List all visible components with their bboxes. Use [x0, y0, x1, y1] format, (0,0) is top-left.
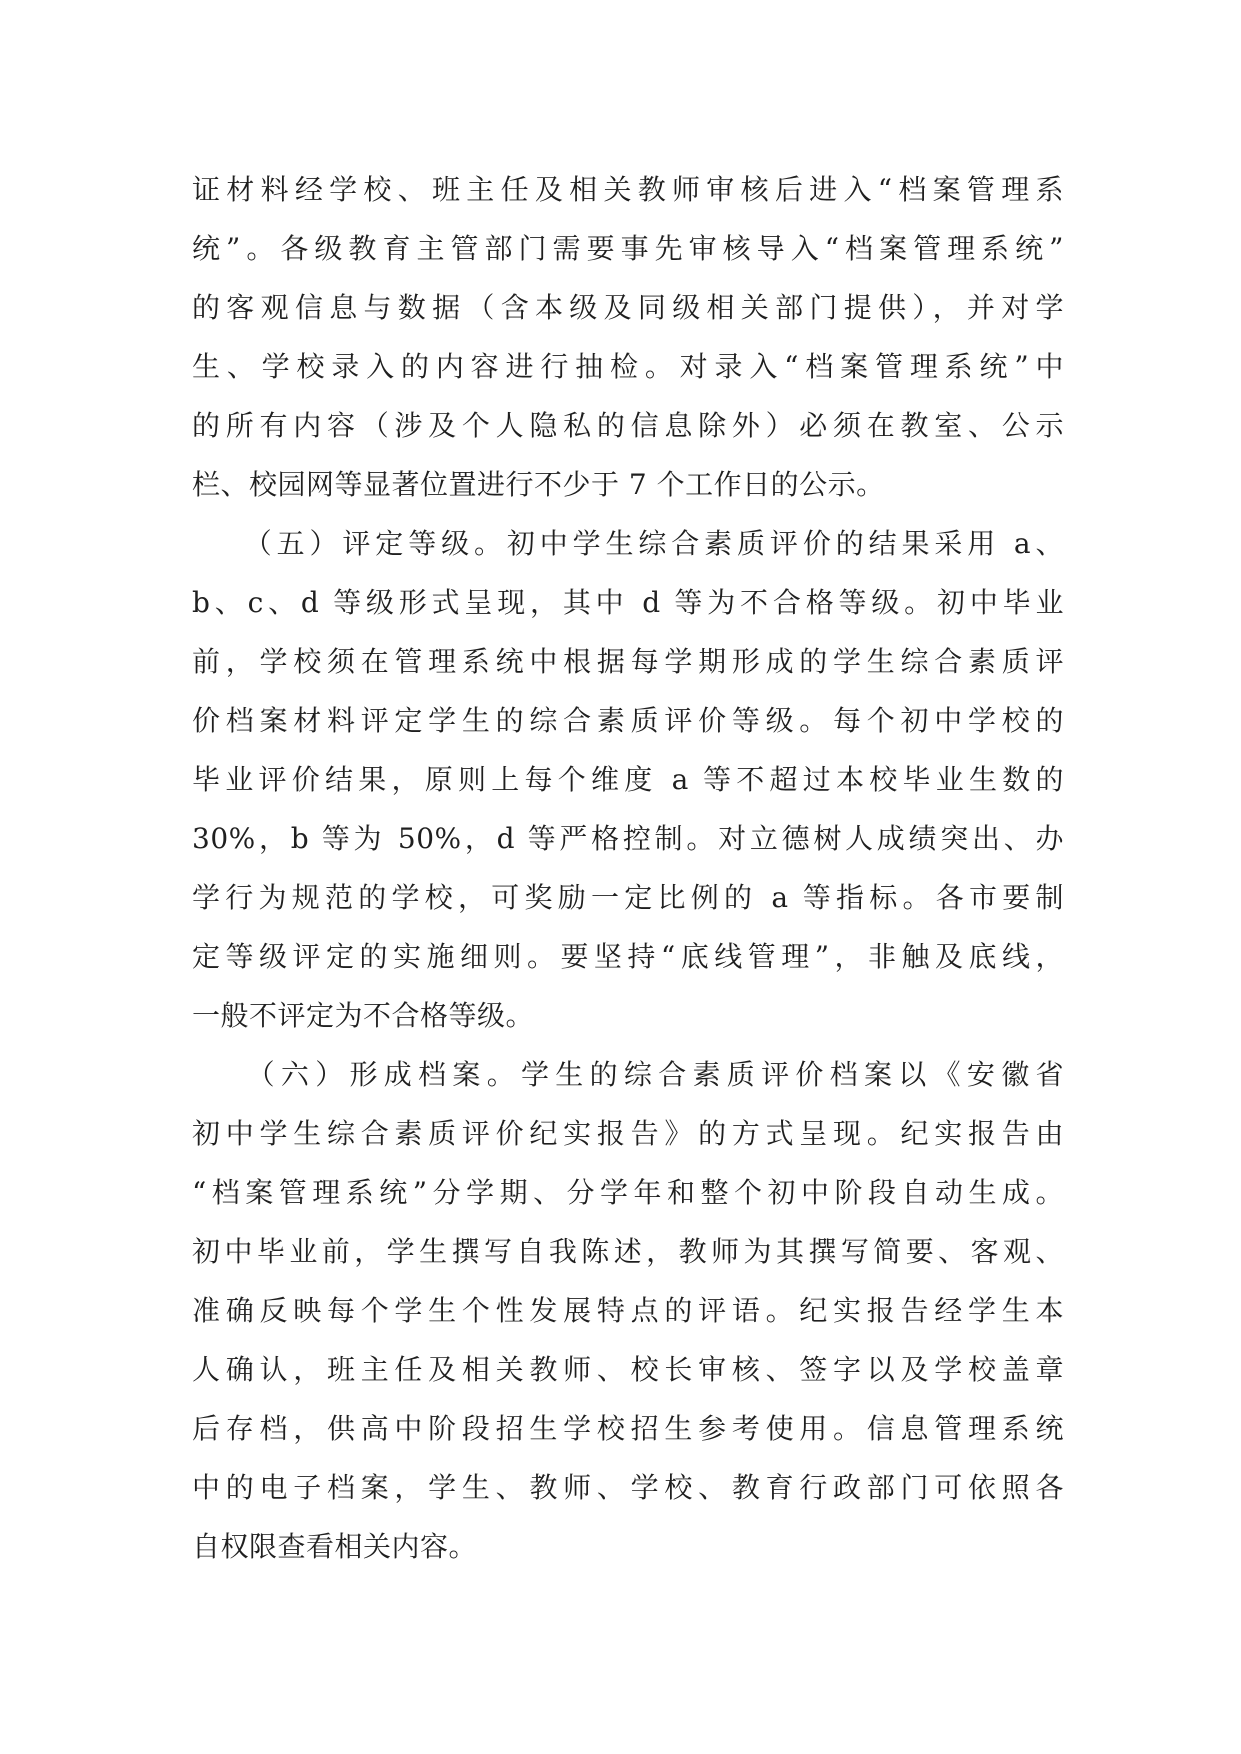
- text-line: 生、学校录入的内容进行抽检。对录入“档案管理系统”中: [192, 350, 1064, 383]
- text-line: 人确认，班主任及相关教师、校长审核、签字以及学校盖章: [192, 1353, 1064, 1386]
- text-line: 的客观信息与数据（含本级及同级相关部门提供），并对学: [192, 291, 1064, 324]
- text-line: 前，学校须在管理系统中根据每学期形成的学生综合素质评: [192, 645, 1064, 678]
- text-line: b、c、d 等级形式呈现，其中 d 等为不合格等级。初中毕业: [192, 586, 1064, 619]
- text-line: 栏、校园网等显著位置进行不少于 7 个工作日的公示。: [192, 468, 885, 501]
- text-line: 价档案材料评定学生的综合素质评价等级。每个初中学校的: [192, 704, 1064, 737]
- section-heading-line: （六）形成档案。学生的综合素质评价档案以《安徽省: [192, 1058, 1064, 1091]
- text-line: 中的电子档案，学生、教师、学校、教育行政部门可依照各: [192, 1471, 1064, 1504]
- text-line: 后存档，供高中阶段招生学校招生参考使用。信息管理系统: [192, 1412, 1064, 1445]
- text-line: 30%，b 等为 50%，d 等严格控制。对立德树人成绩突出、办: [192, 822, 1064, 855]
- text-line: 毕业评价结果，原则上每个维度 a 等不超过本校毕业生数的: [192, 763, 1064, 796]
- text-line: 自权限查看相关内容。: [192, 1530, 478, 1563]
- text-line: 定等级评定的实施细则。要坚持“底线管理”，非触及底线，: [192, 940, 1064, 973]
- text-line: 证材料经学校、班主任及相关教师审核后进入“档案管理系: [192, 173, 1064, 206]
- section-heading-line: （五）评定等级。初中学生综合素质评价的结果采用 a、: [192, 527, 1064, 560]
- text-line: 准确反映每个学生个性发展特点的评语。纪实报告经学生本: [192, 1294, 1064, 1327]
- text-line: 初中学生综合素质评价纪实报告》的方式呈现。纪实报告由: [192, 1117, 1064, 1150]
- text-line: 统”。各级教育主管部门需要事先审核导入“档案管理系统”: [192, 232, 1064, 265]
- body-text: [192, 160, 1064, 1576]
- text-line: 初中毕业前，学生撰写自我陈述，教师为其撰写简要、客观、: [192, 1235, 1064, 1268]
- text-line: 一般不评定为不合格等级。: [192, 999, 535, 1032]
- text-line: 的所有内容（涉及个人隐私的信息除外）必须在教室、公示: [192, 409, 1064, 442]
- text-line: “档案管理系统”分学期、分学年和整个初中阶段自动生成。: [192, 1176, 1064, 1209]
- text-line: 学行为规范的学校，可奖励一定比例的 a 等指标。各市要制: [192, 881, 1064, 914]
